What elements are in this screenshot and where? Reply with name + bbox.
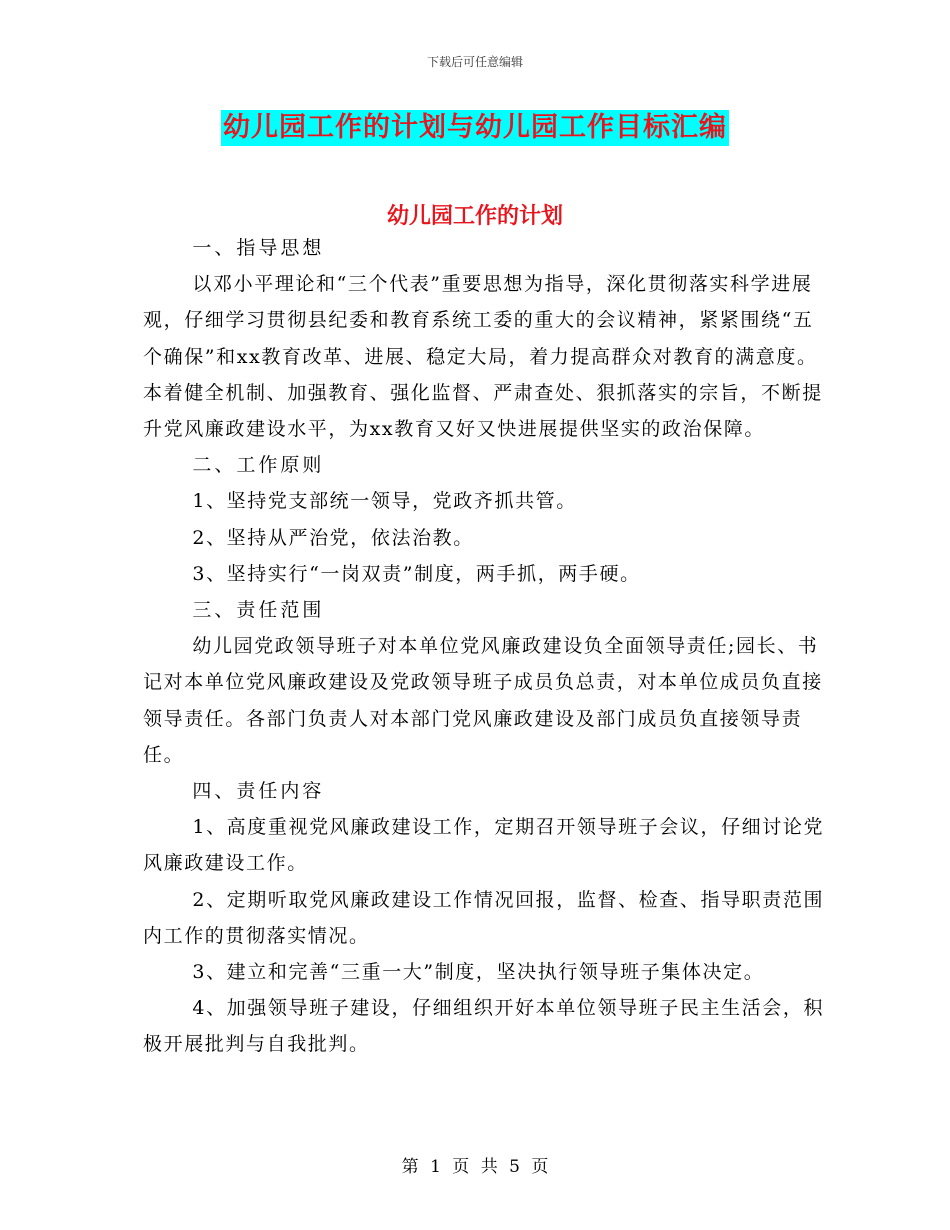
- list-item: 1、坚持党支部统一领导，党政齐抓共管。: [192, 490, 577, 513]
- document-body: [143, 230, 833, 1063]
- list-item: 3、坚持实行“一岗双责”制度，两手抓，两手硬。: [192, 562, 641, 585]
- list-item: 3、建立和完善“三重一大”制度，坚决执行领导班子集体决定。: [192, 961, 765, 984]
- doc-title: 幼儿园工作的计划与幼儿园工作目标汇编: [221, 110, 729, 146]
- heading-responsibility-content: 四、责任内容: [192, 780, 325, 803]
- section-title: 幼儿园工作的计划: [386, 203, 563, 229]
- list-item: 2、定期听取党风廉政建设工作情况回报，监督、检查、指导职责范围内工作的贯彻落实情况。: [143, 888, 825, 947]
- doc-title-container: [0, 110, 950, 146]
- list-item: 1、高度重视党风廉政建设工作，定期召开领导班子会议，仔细讨论党风廉政建设工作。: [143, 816, 825, 875]
- page-number-footer: 第 1 页 共 5 页: [401, 1157, 549, 1177]
- header-note: 下载后可任意编辑: [426, 55, 523, 69]
- list-item: 4、加强领导班子建设，仔细组织开好本单位领导班子民主生活会，积极开展批判与自我批判。: [143, 997, 825, 1056]
- list-item: 2、坚持从严治党，依法治教。: [192, 526, 474, 549]
- heading-work-principles: 二、工作原则: [192, 454, 325, 477]
- heading-guiding-ideology: 一、指导思想: [192, 237, 325, 259]
- paragraph: 以邓小平理论和“三个代表”重要思想为指导，深化贯彻落实科学进展观，仔细学习贯彻县纪委和教育系统工委的重大的会议精神，紧紧围绕“五个确保”和xx教育改革、进展、稳定大局，着力提高群众对教育的满意度。本着健全机制、加强教育、强化监督、严肃查处、狠抓落实的宗旨，不断提升党风廉政建设水平，为xx教育又好又快进展提供坚实的政治保障。: [143, 273, 823, 441]
- heading-responsibility-scope: 三、责任范围: [192, 599, 325, 622]
- paragraph: 幼儿园党政领导班子对本单位党风廉政建设负全面领导责任;园长、书记对本单位党风廉政建设及党政领导班子成员负总责，对本单位成员负直接领导责任。各部门负责人对本部门党风廉政建设及部门成员负直接领导责任。: [143, 635, 823, 766]
